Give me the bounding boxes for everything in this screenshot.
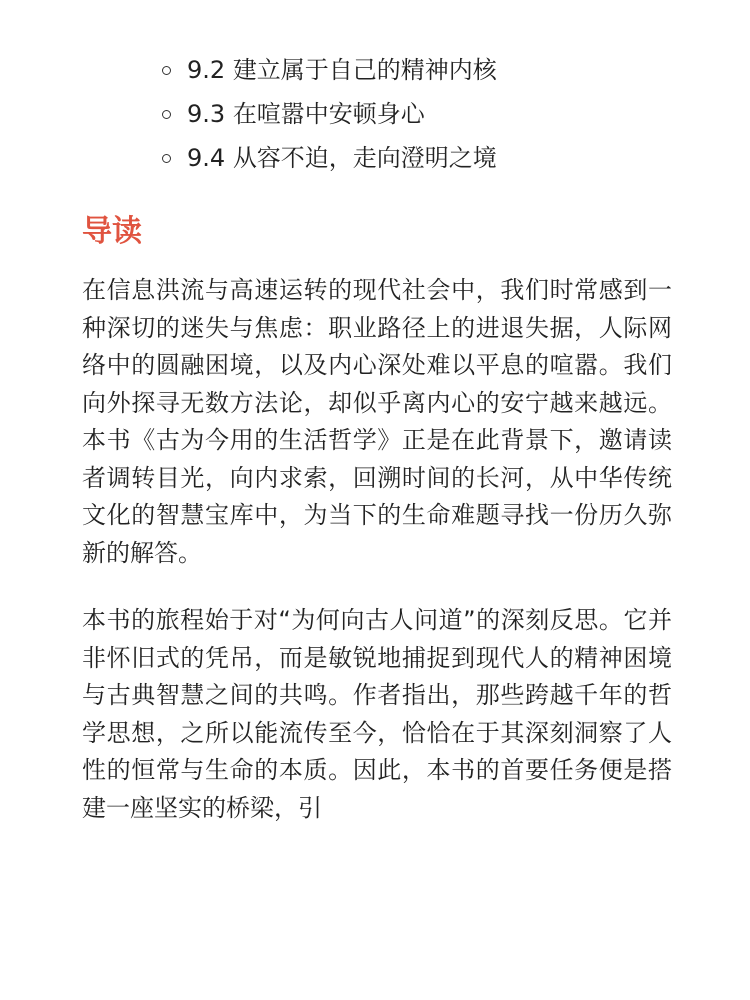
toc-item-9-3[interactable] [162,92,497,136]
table-of-contents [162,48,497,180]
toc-item-number: 9.3 [187,100,226,128]
toc-item-9-4[interactable] [162,136,497,180]
toc-item-number: 9.4 [187,144,226,172]
intro-paragraph-2: 本书的旅程始于对“为何向古人问道”的深刻反思。它并非怀旧式的凭吊，而是敏锐地捕捉到现代人的精神困境与古典智慧之间的共鸣。作者指出，那些跨越千年的哲学思想，之所以能流传至今，恰恰在于其深刻洞察了人性的恒常与生命的本质。因此，本书的首要任务便是搭建一座坚实的桥梁，引 [82,606,672,822]
circle-bullet-icon [162,66,171,75]
toc-item-9-2[interactable] [162,48,497,92]
toc-item-title: 建立属于自己的精神内核 [232,56,497,84]
section-heading: 导读 [82,214,142,249]
intro-paragraph-1: 在信息洪流与高速运转的现代社会中，我们时常感到一种深切的迷失与焦虑：职业路径上的进退失据，人际网络中的圆融困境，以及内心深处难以平息的喧嚣。我们向外探寻无数方法论，却似乎离内心的安宁越来越远。本书《古为今用的生活哲学》正是在此背景下，邀请读者调转目光，向内求索，回溯时间的长河，从中华传统文化的智慧宝库中，为当下的生命难题寻找一份历久弥新的解答。 [82,276,672,567]
circle-bullet-icon [162,110,171,119]
toc-item-title: 在喧嚣中安顿身心 [232,100,425,128]
circle-bullet-icon [162,154,171,163]
toc-item-title: 从容不迫，走向澄明之境 [232,144,497,172]
toc-item-number: 9.2 [187,56,226,84]
